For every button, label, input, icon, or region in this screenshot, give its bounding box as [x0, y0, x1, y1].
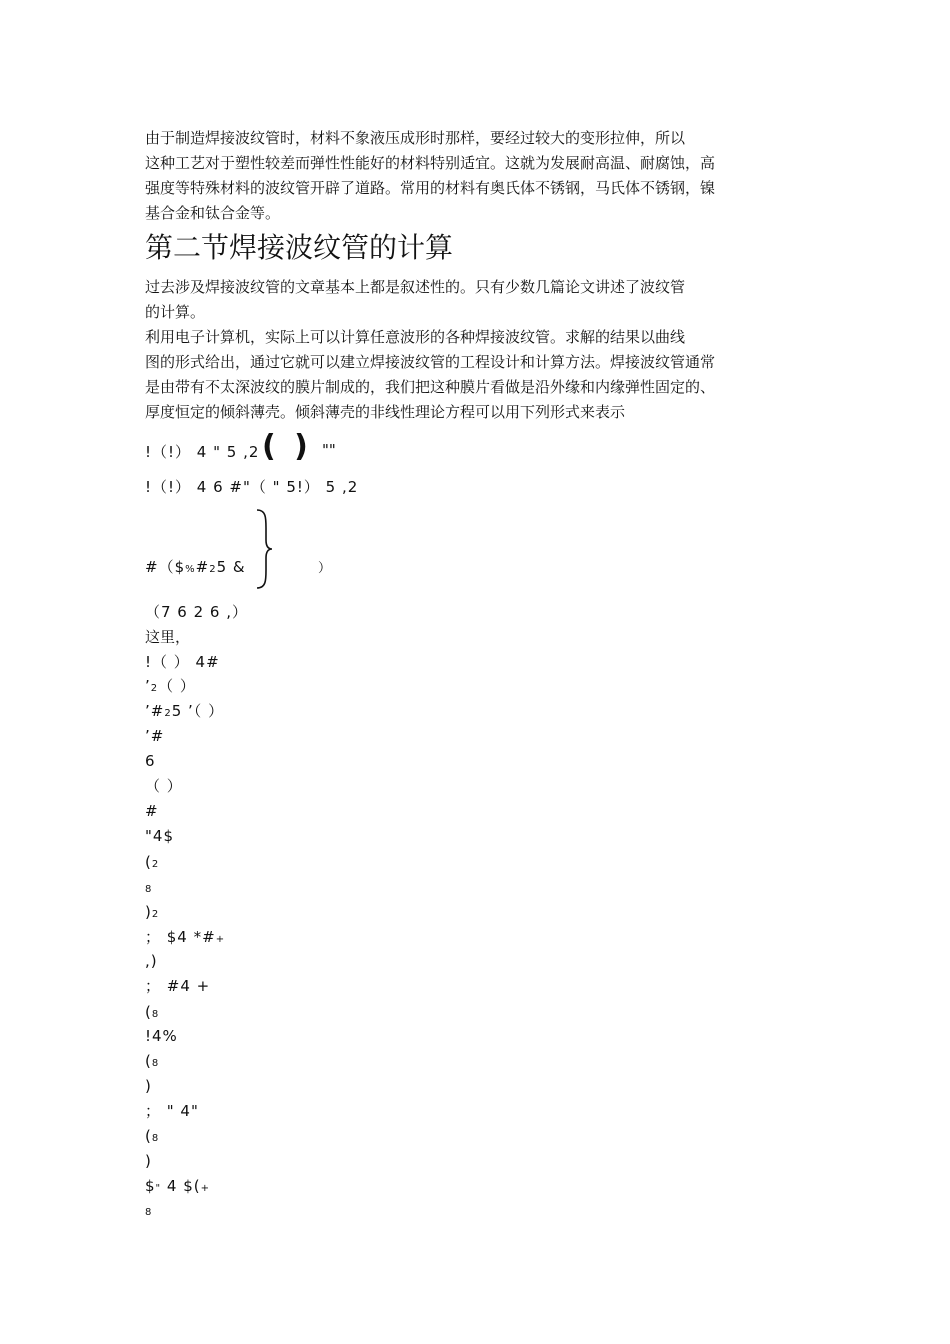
- definition-line: (8: [145, 1127, 160, 1145]
- definition-line: ’#25 ’（ ）: [145, 702, 225, 720]
- body-line-3: 利用电子计算机，实际上可以计算任意波形的各种焊接波纹管。求解的结果以曲线: [145, 328, 686, 346]
- definition-line: !（ ） 4#: [145, 653, 220, 671]
- where-label: 这里，: [145, 628, 191, 646]
- definition-line: (8: [145, 1052, 160, 1070]
- equation-1: [145, 441, 259, 463]
- equation-3-paren: ）: [318, 561, 332, 576]
- definition-line: ): [145, 1152, 152, 1170]
- body-line-4: 图的形式给出，通过它就可以建立焊接波纹管的工程设计和计算方法。焊接波纹管通常: [145, 353, 716, 371]
- definition-line: ): [145, 1077, 152, 1095]
- definition-line: #: [145, 802, 159, 820]
- body-line-2: 的计算。: [145, 303, 206, 321]
- definition-line: ； #4 +: [145, 977, 211, 995]
- definition-line: （ ）: [145, 777, 183, 795]
- body-line-1: 过去涉及焊接波纹管的文章基本上都是叙述性的。只有少数几篇论文讲述了波纹管: [145, 278, 686, 296]
- body-line-6: 厚度恒定的倾斜薄壳。倾斜薄壳的非线性理论方程可以用下列形式来表示: [145, 403, 626, 421]
- section-title: 第二节焊接波纹管的计算: [145, 231, 454, 264]
- equation-4: （7 6 2 6 ,）: [145, 603, 249, 621]
- equation-3: #（$%#25 &: [145, 558, 246, 576]
- definition-line: (2: [145, 853, 160, 871]
- body-line-5: 是由带有不太深波纹的膜片制成的，我们把这种膜片看做是沿外缘和内缘弹性固定的、: [145, 378, 716, 396]
- definition-line: "4$: [145, 827, 174, 845]
- definition-line: 8: [145, 1207, 153, 1218]
- intro-line-3: 强度等特殊材料的波纹管开辟了道路。常用的材料有奥氏体不锈钢，马氏体不锈钢，镍: [145, 179, 716, 197]
- equation-1-tail: "": [322, 441, 336, 459]
- definition-line: ； $4 *#+: [145, 928, 226, 946]
- equation-1-main: !（!） 4 " 5 ,2: [145, 443, 260, 461]
- definition-line: ,): [145, 952, 158, 970]
- definition-line: 6: [145, 752, 156, 770]
- definition-line: $" 4 $(+: [145, 1177, 211, 1195]
- definition-line: )2: [145, 903, 160, 921]
- definition-line: (8: [145, 1003, 160, 1021]
- definition-line: ’#: [145, 727, 165, 745]
- equation-2: !（!） 4 6 #"（ " 5!） 5 ,2: [145, 478, 359, 496]
- intro-line-4: 基合金和钛合金等。: [145, 204, 281, 222]
- definition-line: !4%: [145, 1027, 178, 1045]
- definition-line: ； " 4": [145, 1102, 199, 1120]
- right-brace-icon: [254, 508, 274, 590]
- intro-line-2: 这种工艺对于塑性较差而弹性性能好的材料特别适宜。这就为发展耐高温、耐腐蚀，高: [145, 154, 716, 172]
- definition-line: 8: [145, 884, 153, 895]
- definition-line: ’2（ ）: [145, 677, 196, 695]
- intro-line-1: 由于制造焊接波纹管时，材料不象液压成形时那样，要经过较大的变形拉伸，所以: [145, 129, 686, 147]
- equation-1-paren: ( ): [262, 429, 312, 464]
